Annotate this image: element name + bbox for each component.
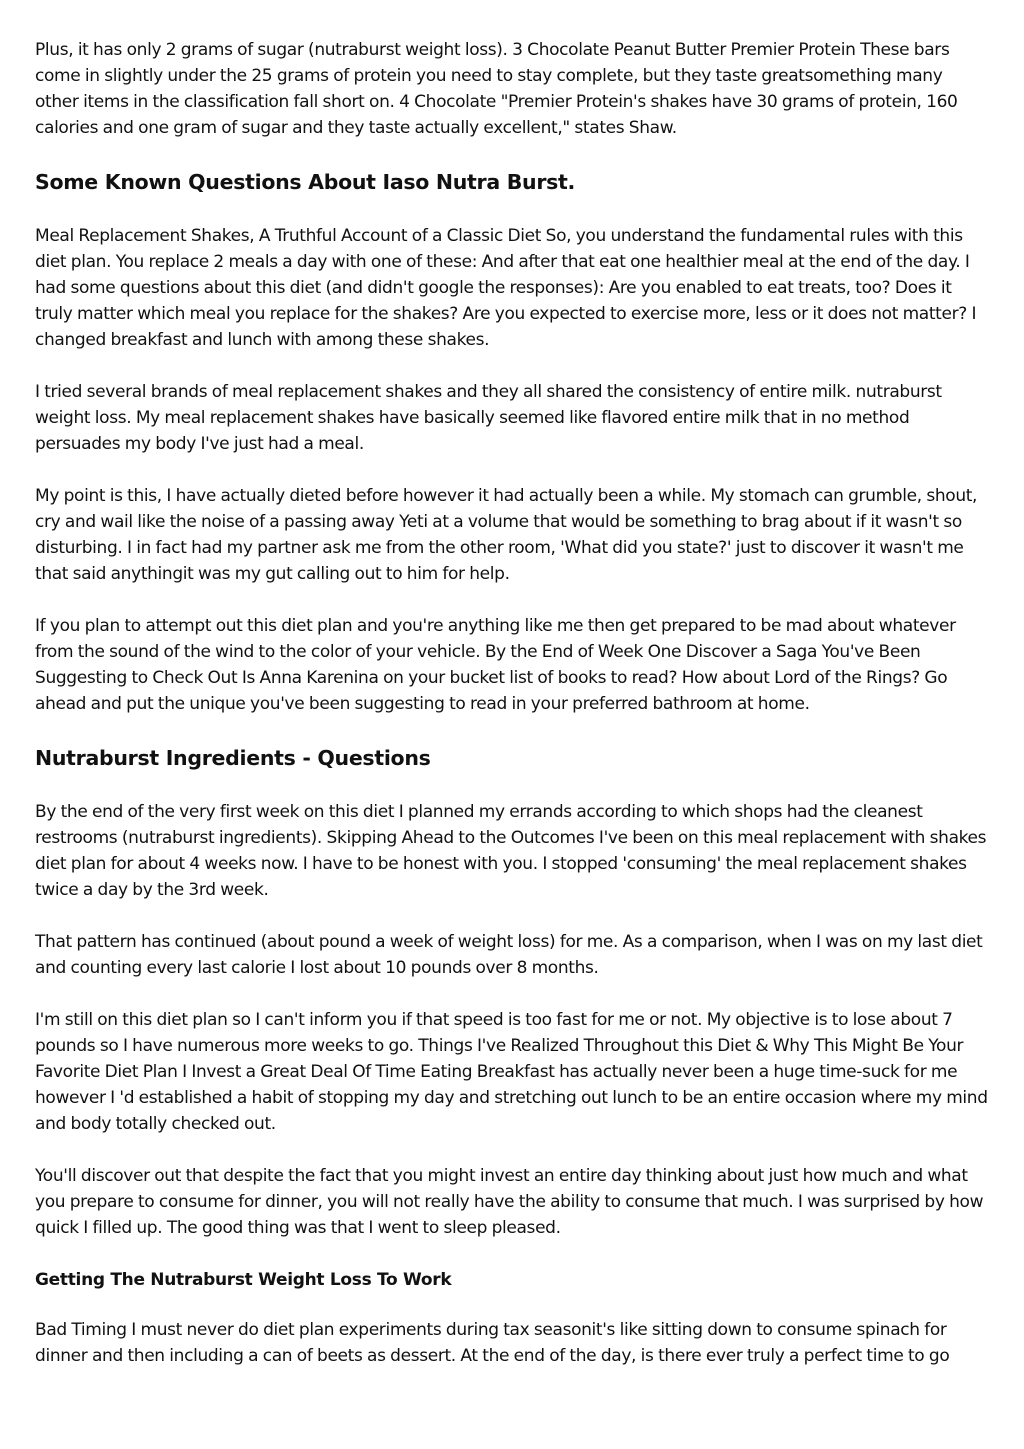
paragraph: Bad Timing I must never do diet plan experiments during tax seasonit's like sitting down to consume spinach for dinner and then including a can of beets as dessert. At the end of the day, is there ever truly a perfect time to go: [35, 1320, 950, 1366]
section-heading: Nutraburst Ingredients - Questions: [35, 746, 431, 770]
section-heading: Some Known Questions About Iaso Nutra Burst.: [35, 170, 576, 194]
paragraph: By the end of the very first week on this diet I planned my errands according to which shops had the cleanest restrooms (nutraburst ingredients). Skipping Ahead to the Outcomes I've been on this meal replacement with shakes diet plan for about 4 weeks now. I have to be honest with you. I stopped 'consuming' the meal replacement shakes twice a day by the 3rd week.: [35, 802, 987, 900]
paragraph: You'll discover out that despite the fact that you might invest an entire day thinking about just how much and what you prepare to consume for dinner, you will not really have the ability to consume that much. I was surprised by how quick I filled up. The good thing was that I went to sleep pleased.: [35, 1166, 984, 1238]
paragraph: I tried several brands of meal replacement shakes and they all shared the consistency of entire milk. nutraburst weight loss. My meal replacement shakes have basically seemed like flavored entire milk that in no method persuades my body I've just had a meal.: [35, 382, 942, 454]
paragraph: I'm still on this diet plan so I can't inform you if that speed is too fast for me or not. My objective is to lose about 7 pounds so I have numerous more weeks to go. Things I've Realized Throughout this Diet & Why This Might Be Your Favorite Diet Plan I Invest a Great Deal Of Time Eating Breakfast has actually never been a huge time-suck for me however I 'd established a habit of stopping my day and stretching out lunch to be an entire occasion where my mind and body totally checked out.: [35, 1010, 988, 1134]
subsection-heading: Getting The Nutraburst Weight Loss To Work: [35, 1270, 452, 1290]
paragraph: That pattern has continued (about pound a week of weight loss) for me. As a comparison, when I was on my last diet and counting every last calorie I lost about 10 pounds over 8 months.: [35, 932, 983, 978]
paragraph: Meal Replacement Shakes, A Truthful Account of a Classic Diet So, you understand the fundamental rules with this diet plan. You replace 2 meals a day with one of these: And after that eat one healthier meal at the end of the day. I had some questions about this diet (and didn't google the responses): Are you enabled to eat treats, too? Does it truly matter which meal you replace for the shakes? Are you expected to exercise more, less or it does not matter? I changed breakfast and lunch with among these shakes.: [35, 226, 977, 350]
paragraph: If you plan to attempt out this diet plan and you're anything like me then get prepared to be mad about whatever from the sound of the wind to the color of your vehicle. By the End of Week One Discover a Saga You've Been Suggesting to Check Out Is Anna Karenina on your bucket list of books to read? How about Lord of the Rings? Go ahead and put the unique you've been suggesting to read in your preferred bathroom at home.: [35, 616, 956, 714]
paragraph: My point is this, I have actually dieted before however it had actually been a while. My stomach can grumble, shout, cry and wail like the noise of a passing away Yeti at a volume that would be something to brag about if it wasn't so disturbing. I in fact had my partner ask me from the other room, 'What did you state?' just to discover it wasn't me that said anythingit was my gut calling out to him for help.: [35, 486, 978, 584]
paragraph: Plus, it has only 2 grams of sugar (nutraburst weight loss). 3 Chocolate Peanut Butter Premier Protein These bars come in slightly under the 25 grams of protein you need to stay complete, but they taste greatsomething many other items in the classification fall short on. 4 Chocolate "Premier Protein's shakes have 30 grams of protein, 160 calories and one gram of sugar and they taste actually excellent," states Shaw.: [35, 40, 958, 138]
